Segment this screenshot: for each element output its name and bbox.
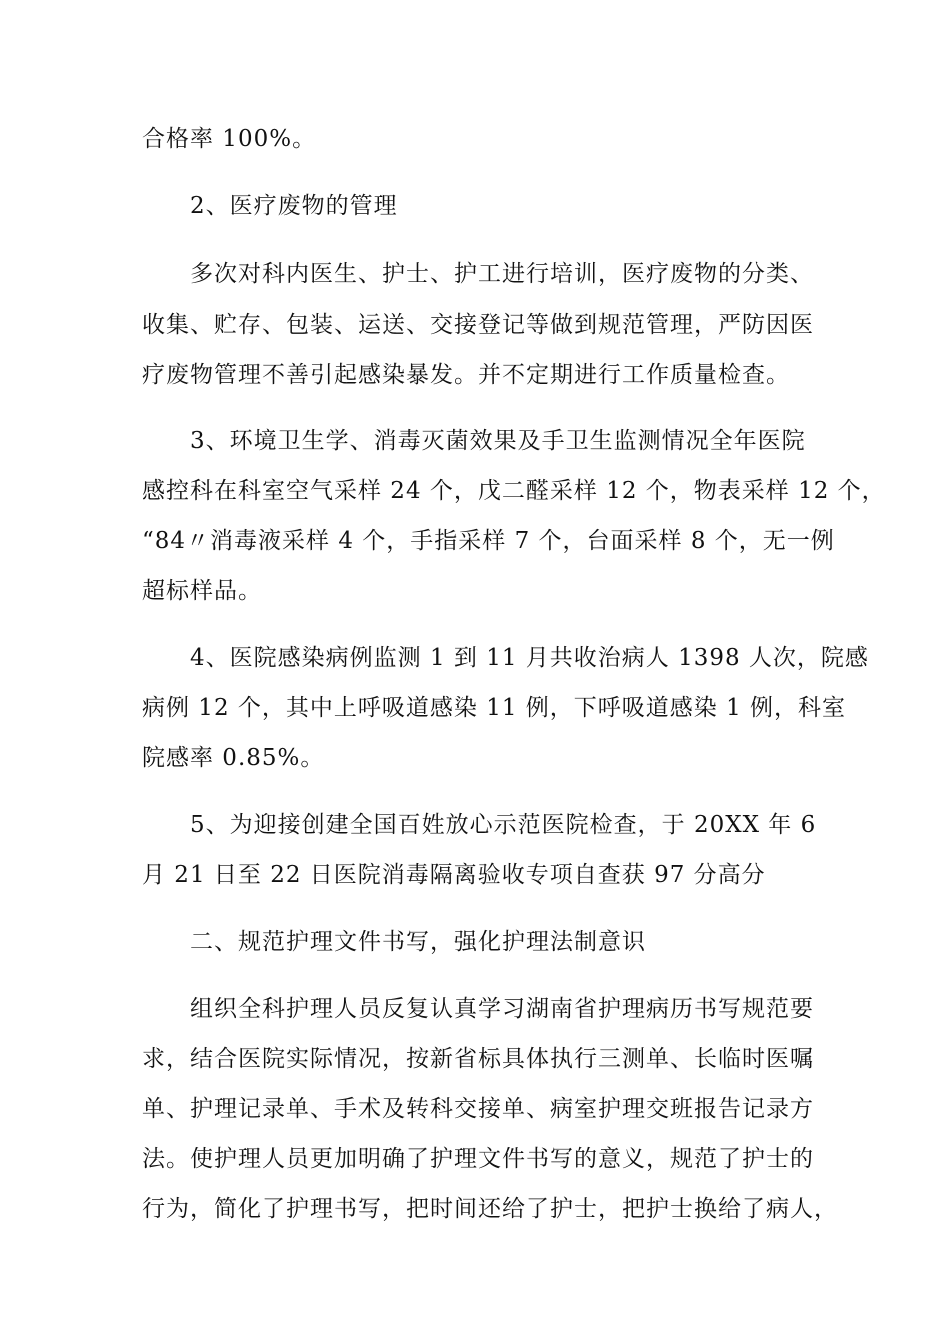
- text-line-8: “84〃消毒液采样 4 个，手指采样 7 个，台面采样 8 个，无一例: [142, 528, 835, 554]
- text-line-18: 单、护理记录单、手术及转科交接单、病室护理交班报告记录方: [142, 1096, 814, 1122]
- text-line-7: 感控科在科室空气采样 24 个，戊二醛采样 12 个，物表采样 12 个，: [142, 478, 886, 504]
- text-line-16: 组织全科护理人员反复认真学习湖南省护理病历书写规范要: [190, 996, 814, 1022]
- section-heading-infection-monitoring: 4、医院感染病例监测 1 到 11 月共收治病人 1398 人次，院感: [190, 645, 869, 671]
- text-line-12: 院感率 0.85%。: [142, 745, 325, 771]
- section-heading-medical-waste: 2、医疗废物的管理: [190, 193, 398, 219]
- text-line-11: 病例 12 个，其中上呼吸道感染 11 例，下呼吸道感染 1 例，科室: [142, 695, 847, 721]
- text-line-9: 超标样品。: [142, 578, 262, 604]
- text-line-4: 收集、贮存、包装、运送、交接登记等做到规范管理，严防因医: [142, 312, 814, 338]
- text-line-19: 法。使护理人员更加明确了护理文件书写的意义，规范了护士的: [142, 1146, 814, 1172]
- section-heading-inspection: 5、为迎接创建全国百姓放心示范医院检查，于 20XX 年 6: [190, 812, 817, 838]
- text-line-5: 疗废物管理不善引起感染暴发。并不定期进行工作质量检查。: [142, 362, 790, 388]
- text-line-17: 求，结合医院实际情况，按新省标具体执行三测单、长临时医嘱: [142, 1046, 814, 1072]
- text-line-1: 合格率 100%。: [142, 126, 317, 152]
- text-line-14: 月 21 日至 22 日医院消毒隔离验收专项自查获 97 分高分: [142, 862, 766, 888]
- text-line-3: 多次对科内医生、护士、护工进行培训，医疗废物的分类、: [190, 261, 814, 287]
- section-heading-nursing-documents: 二、规范护理文件书写，强化护理法制意识: [190, 929, 646, 955]
- text-line-20: 行为，简化了护理书写，把时间还给了护士，把护士换给了病人，: [142, 1196, 838, 1222]
- section-heading-environment: 3、环境卫生学、消毒灭菌效果及手卫生监测情况全年医院: [190, 428, 806, 454]
